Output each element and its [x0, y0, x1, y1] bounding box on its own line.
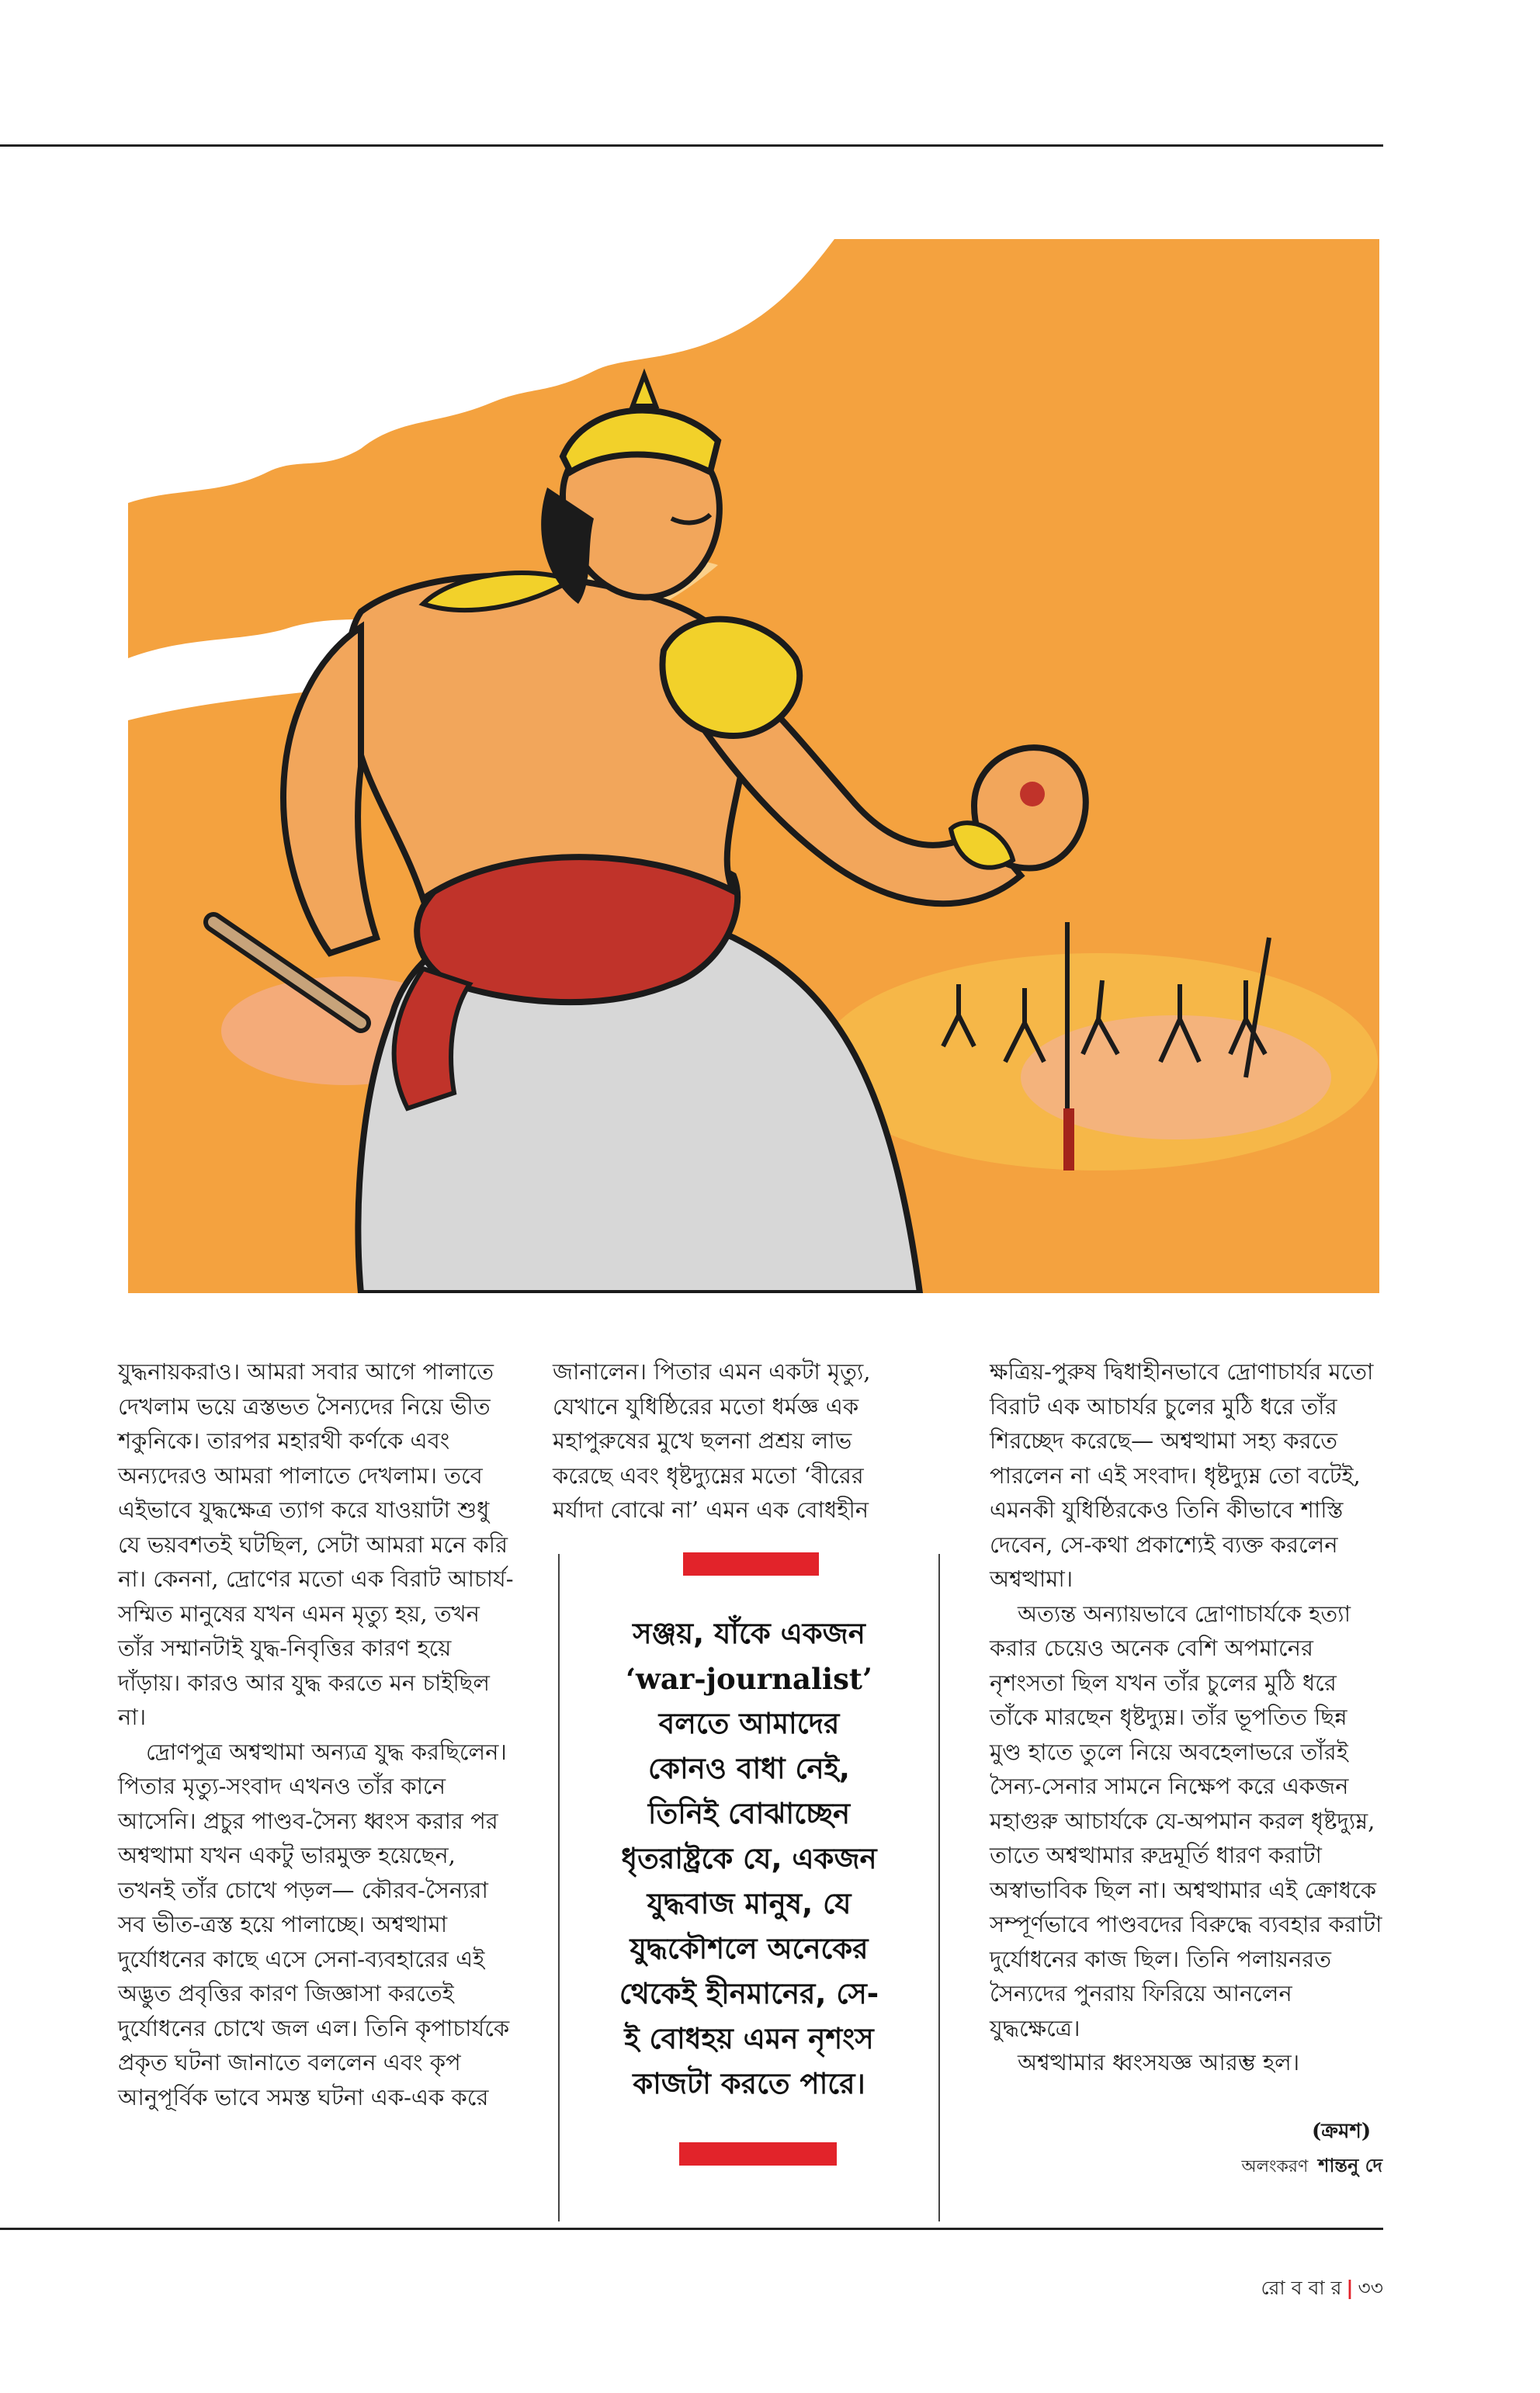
- credit-artist: শান্তনু দে: [1318, 2154, 1382, 2176]
- pull-quote-line: কোনও বাধা নেই,: [648, 1752, 850, 1785]
- page-folio: [1261, 2273, 1383, 2306]
- pull-quote-line: কাজটা করতে পারে।: [633, 2067, 865, 2100]
- pull-quote-line: তিনিই বোঝাচ্ছেন: [647, 1797, 851, 1830]
- pull-quote-line: বলতে আমাদের: [658, 1707, 840, 1740]
- bottom-rule: [0, 2228, 1383, 2230]
- pull-quote-line: সঞ্জয়, যাঁকে একজন: [633, 1617, 865, 1650]
- magazine-name: রো ব বা র: [1261, 2277, 1342, 2299]
- warrior-illustration: [128, 239, 1379, 1293]
- pull-quote-top-bar: [683, 1552, 819, 1576]
- paragraph: ক্ষত্রিয়-পুরুষ দ্বিধাহীনভাবে দ্রোণাচার্যর মতো বিরাট এক আচার্যর চুলের মুঠি ধরে তাঁর শিরচ্ছেদ করেছে— অশ্বত্থামা সহ্য করতে পারলেন না এই সংবাদ। ধৃষ্টদ্যুম্ন তো বটেই, এমনকী যুধিষ্ঠিরকেও তিনি কীভাবে শাস্তি দেবেন, সে-কথা প্রকাশ্যেই ব্যক্ত করলেন অশ্বত্থামা।: [990, 1358, 1374, 1592]
- folio-separator: |: [1346, 2277, 1354, 2299]
- pull-quote-line: ই বোধহয় এমন নৃশংস: [624, 2022, 874, 2055]
- pull-quote-line: যুদ্ধকৌশলে অনেকের: [630, 1932, 869, 1965]
- top-rule: [0, 144, 1383, 147]
- pull-quote-line: থেকেই হীনমানের, সে-: [619, 1977, 879, 2010]
- illustration-ashwatthama: [128, 239, 1379, 1293]
- column-divider: [938, 1554, 940, 2221]
- column-divider: [558, 1554, 560, 2221]
- pull-quote: [571, 1611, 928, 2107]
- page-number: ৩৩: [1358, 2277, 1383, 2299]
- article-column-3: [990, 1354, 1386, 2080]
- paragraph: দ্রোণপুত্র অশ্বত্থামা অন্যত্র যুদ্ধ করছিলেন। পিতার মৃত্যু-সংবাদ এখনও তাঁর কানে আসেনি। প্রচুর পাণ্ডব-সৈন্য ধ্বংস করার পর অশ্বত্থামা যখন একটু ভারমুক্ত হয়েছেন, তখনই তাঁর চোখে পড়ল— কৌরব-সৈন্যরা সব ভীত-ত্রস্ত হয়ে পালাচ্ছে। অশ্বত্থামা দুর্যোধনের কাছে এসে সেনা-ব্যবহারের এই অদ্ভুত প্রবৃত্তির কারণ জিজ্ঞাসা করতেই দুর্যোধনের চোখে জল এল। তিনি কৃপাচার্যকে প্রকৃত ঘটনা জানাতে বললেন এবং কৃপ আনুপূর্বিক ভাবে সমস্ত ঘটনা এক-এক করে: [118, 1738, 510, 2110]
- pull-quote-line: যুদ্ধবাজ মানুষ, যে: [647, 1887, 852, 1920]
- credit-label: অলংকরণ: [1241, 2157, 1309, 2176]
- paragraph: যুদ্ধনায়করাও। আমরা সবার আগে পালাতে দেখলাম ভয়ে ত্রস্তভত সৈন্যদের নিয়ে ভীত শকুনিকে। তারপর মহারথী কর্ণকে এবং অন্যদেরও আমরা পালাতে দেখলাম। তবে এইভাবে যুদ্ধক্ষেত্র ত্যাগ করে যাওয়াটা শুধু যে ভয়বশতই ঘটছিল, সেটা আমরা মনে করি না। কেননা, দ্রোণের মতো এক বিরাট আচার্য-সম্মিত মানুষের যখন এমন মৃত্যু হয়, তখন তাঁর সম্মানটাই যুদ্ধ-নিবৃত্তির কারণ হয়ে দাঁড়ায়। কারও আর যুদ্ধ করতে মন চাইছিল না।: [118, 1358, 514, 1730]
- pull-quote-line: ‘war-journalist’: [626, 1662, 872, 1696]
- paragraph: অশ্বত্থামার ধ্বংসযজ্ঞ আরম্ভ হল।: [1018, 2049, 1300, 2076]
- continued-label: (ক্রমশ): [1312, 2120, 1372, 2143]
- article-column-1: [118, 1354, 514, 2114]
- pull-quote-bottom-bar: [679, 2142, 837, 2166]
- paragraph: জানালেন। পিতার এমন একটা মৃত্যু, যেখানে যুধিষ্ঠিরের মতো ধর্মজ্ঞ এক মহাপুরুষের মুখে ছলনা প্রশ্রয় লাভ করেছে এবং ধৃষ্টদ্যুম্নের মতো ‘বীরের মর্যাদা বোঝে না’ এমন এক বোধহীন: [553, 1358, 871, 1523]
- paragraph: অত্যন্ত অন্যায়ভাবে দ্রোণাচার্যকে হত্যা করার চেয়েও অনেক বেশি অপমানের নৃশংসতা ছিল যখন তাঁর চুলের মুঠি ধরে তাঁকে মারছেন ধৃষ্টদ্যুম্ন। তাঁর ভূপতিত ছিন্ন মুণ্ড হাতে তুলে নিয়ে অবহেলাভরে তাঁরই সৈন্য-সেনার সামনে নিক্ষেপ করে একজন মহাগুরু আচার্যকে যে-অপমান করল ধৃষ্টদ্যুম্ন, তাতে অশ্বত্থামার রুদ্রমূর্তি ধারণ করাটা অস্বাভাবিক ছিল না। অশ্বত্থামার এই ক্রোধকে সম্পূর্ণভাবে পাণ্ডবদের বিরুদ্ধে ব্যবহার করাটা দুর্যোধনের কাজ ছিল। তিনি পলায়নরত সৈন্যদের পুনরায় ফিরিয়ে আনলেন যুদ্ধক্ষেত্রে।: [990, 1600, 1382, 2041]
- article-column-2: [553, 1354, 902, 1528]
- pull-quote-line: ধৃতরাষ্ট্রকে যে, একজন: [621, 1842, 877, 1875]
- illustration-credit: [1242, 2152, 1382, 2183]
